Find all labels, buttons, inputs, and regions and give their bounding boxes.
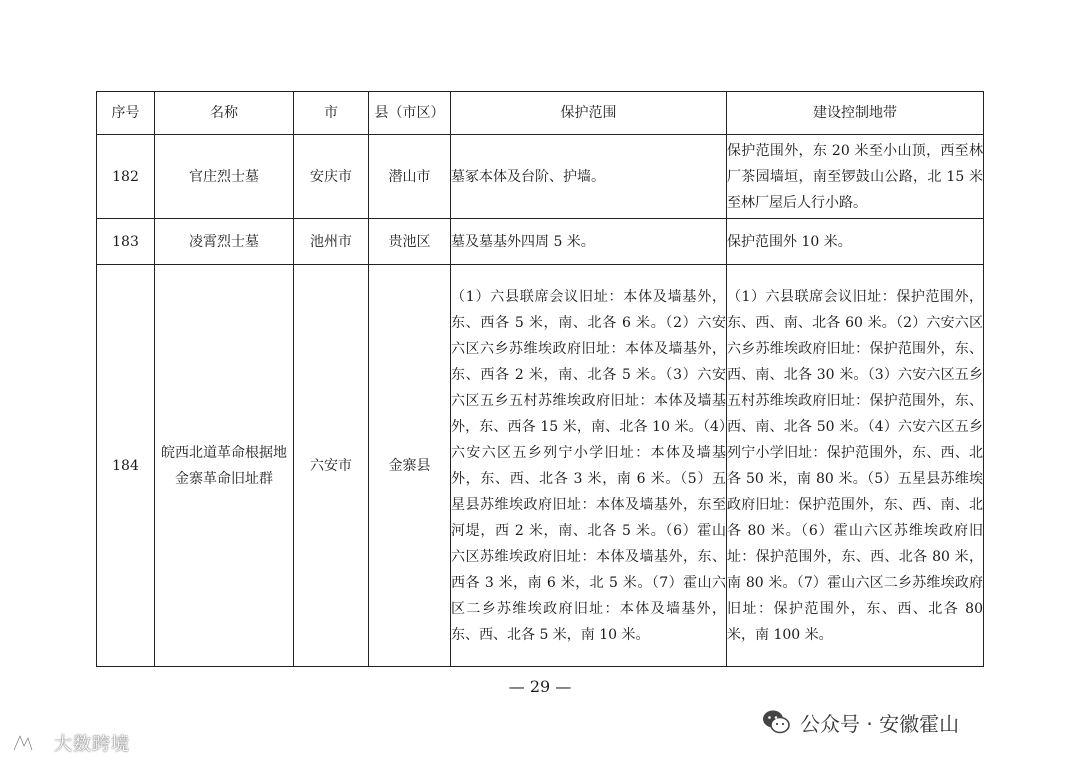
header-name: 名称 bbox=[155, 92, 294, 135]
table-row bbox=[97, 265, 984, 667]
cell-control: 保护范围外，东 20 米至小山顶，西至林厂茶园墙垣，南至锣鼓山公路，北 15 米至林厂屋后人行小路。 bbox=[727, 135, 984, 219]
cell-name: 凌霄烈士墓 bbox=[155, 219, 294, 265]
cell-county: 潜山市 bbox=[369, 135, 451, 219]
cell-name: 官庄烈士墓 bbox=[155, 135, 294, 219]
table-row bbox=[97, 219, 984, 265]
header-no: 序号 bbox=[97, 92, 155, 135]
cell-no: 183 bbox=[97, 219, 155, 265]
corner-watermark bbox=[10, 730, 130, 756]
cell-no: 182 bbox=[97, 135, 155, 219]
table-header-row bbox=[97, 92, 984, 135]
header-control: 建设控制地带 bbox=[727, 92, 984, 135]
wechat-watermark-text: 公众号 · 安徽霍山 bbox=[800, 711, 960, 736]
header-city: 市 bbox=[294, 92, 369, 135]
cell-county: 贵池区 bbox=[369, 219, 451, 265]
header-county: 县（市区） bbox=[369, 92, 451, 135]
wechat-icon bbox=[762, 709, 790, 735]
cell-protection: 墓及墓基外四周 5 米。 bbox=[451, 219, 727, 265]
logo-icon bbox=[10, 732, 50, 754]
cell-city: 池州市 bbox=[294, 219, 369, 265]
cell-control: 保护范围外 10 米。 bbox=[727, 219, 984, 265]
wechat-watermark bbox=[762, 705, 959, 739]
cell-city: 安庆市 bbox=[294, 135, 369, 219]
cell-name: 皖西北道革命根据地金寨革命旧址群 bbox=[155, 265, 294, 667]
header-protection: 保护范围 bbox=[451, 92, 727, 135]
heritage-table bbox=[96, 91, 984, 667]
cell-protection: （1）六县联席会议旧址：本体及墙基外，东、西各 5 米，南、北各 6 米。（2）六安六区六乡苏维埃政府旧址：本体及墙基外，东、西各 2 米，南、北各 5 米。（3）六安六区五乡五村苏维埃政府旧址：本体及墙基外，东、西各 15 米，南、北各 10 米。（4）六安六区五乡列宁小学旧址：本体及墙基外，东、西、北各 3 米，南 6 米。（5）五星县苏维埃政府旧址：本体及墙基外，东至河堤，西 2 米，南、北各 5 米。（6）霍山六区苏维埃政府旧址：本体及墙基外，东、西各 3 米，南 6 米，北 5 米。（7）霍山六区二乡苏维埃政府旧址：本体及墙基外，东、西、北各 5 米，南 10 米。 bbox=[451, 265, 727, 667]
page-number: — 29 — bbox=[508, 677, 572, 696]
table-row bbox=[97, 135, 984, 219]
cell-county: 金寨县 bbox=[369, 265, 451, 667]
cell-control: （1）六县联席会议旧址：保护范围外，东、西、南、北各 60 米。（2）六安六区六乡苏维埃政府旧址：保护范围外，东、西、南、北各 30 米。（3）六安六区五乡五村苏维埃政府旧址：保护范围外，东、西、南、北各 50 米。（4）六安六区五乡列宁小学旧址：保护范围外，东、西、北各 50 米，南 80 米。（5）五星县苏维埃政府旧址：保护范围外，东、西、南、北各 80 米。（6）霍山六区苏维埃政府旧址：保护范围外，东、西、北各 80 米，南 80 米。（7）霍山六区二乡苏维埃政府旧址：保护范围外，东、西、北各 80 米，南 100 米。 bbox=[727, 265, 984, 667]
cell-no: 184 bbox=[97, 265, 155, 667]
cell-protection: 墓冢本体及台阶、护墙。 bbox=[451, 135, 727, 219]
cell-city: 六安市 bbox=[294, 265, 369, 667]
corner-watermark-text: 大数跨境 bbox=[54, 734, 130, 755]
